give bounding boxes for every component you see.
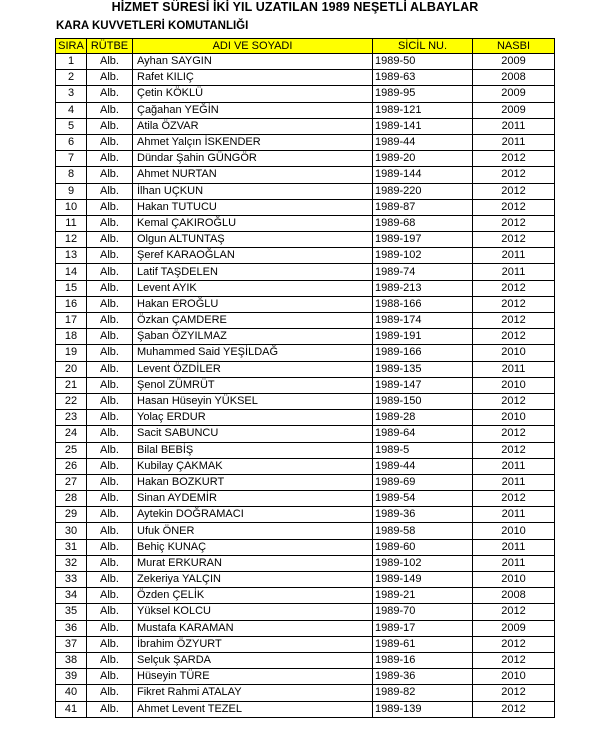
table-row	[56, 685, 555, 701]
registry-number-cell: 1988-166	[373, 296, 473, 312]
promotion-year-cell: 2009	[473, 620, 555, 636]
table-row	[56, 264, 555, 280]
registry-number-cell: 1989-213	[373, 280, 473, 296]
row-number-cell: 35	[56, 604, 87, 620]
registry-number-cell: 1989-60	[373, 539, 473, 555]
row-number-cell: 32	[56, 555, 87, 571]
promotion-year-cell: 2011	[473, 474, 555, 490]
full-name-cell: Kubilay ÇAKMAK	[133, 458, 373, 474]
row-number-cell: 20	[56, 361, 87, 377]
column-header-nasbi: NASBI	[473, 39, 555, 54]
full-name-cell: Dündar Şahin GÜNGÖR	[133, 151, 373, 167]
registry-number-cell: 1989-102	[373, 555, 473, 571]
rank-cell: Alb.	[87, 539, 133, 555]
rank-cell: Alb.	[87, 167, 133, 183]
officer-table	[55, 38, 555, 718]
registry-number-cell: 1989-135	[373, 361, 473, 377]
full-name-cell: Olgun ALTUNTAŞ	[133, 232, 373, 248]
registry-number-cell: 1989-82	[373, 685, 473, 701]
full-name-cell: Bilal BEBİŞ	[133, 442, 373, 458]
registry-number-cell: 1989-139	[373, 701, 473, 717]
registry-number-cell: 1989-5	[373, 442, 473, 458]
registry-number-cell: 1989-220	[373, 183, 473, 199]
promotion-year-cell: 2011	[473, 361, 555, 377]
registry-number-cell: 1989-149	[373, 572, 473, 588]
registry-number-cell: 1989-54	[373, 491, 473, 507]
promotion-year-cell: 2012	[473, 183, 555, 199]
table-row	[56, 474, 555, 490]
row-number-cell: 6	[56, 134, 87, 150]
table-row	[56, 507, 555, 523]
full-name-cell: Muhammed Said YEŞİLDAĞ	[133, 345, 373, 361]
row-number-cell: 12	[56, 232, 87, 248]
row-number-cell: 25	[56, 442, 87, 458]
rank-cell: Alb.	[87, 426, 133, 442]
table-row	[56, 183, 555, 199]
table-row	[56, 523, 555, 539]
table-row	[56, 215, 555, 231]
full-name-cell: Hakan TUTUCU	[133, 199, 373, 215]
row-number-cell: 16	[56, 296, 87, 312]
promotion-year-cell: 2012	[473, 393, 555, 409]
full-name-cell: Hüseyin TÜRE	[133, 669, 373, 685]
table-row	[56, 70, 555, 86]
promotion-year-cell: 2012	[473, 329, 555, 345]
promotion-year-cell: 2012	[473, 442, 555, 458]
promotion-year-cell: 2010	[473, 410, 555, 426]
table-row	[56, 199, 555, 215]
rank-cell: Alb.	[87, 701, 133, 717]
column-header-sira: SIRA	[56, 39, 87, 54]
registry-number-cell: 1989-74	[373, 264, 473, 280]
table-row	[56, 232, 555, 248]
table-row	[56, 442, 555, 458]
rank-cell: Alb.	[87, 410, 133, 426]
rank-cell: Alb.	[87, 458, 133, 474]
table-row	[56, 669, 555, 685]
column-header-sicil: SİCİL NU.	[373, 39, 473, 54]
row-number-cell: 31	[56, 539, 87, 555]
rank-cell: Alb.	[87, 377, 133, 393]
promotion-year-cell: 2011	[473, 134, 555, 150]
full-name-cell: Şenol ZÜMRÜT	[133, 377, 373, 393]
registry-number-cell: 1989-36	[373, 669, 473, 685]
promotion-year-cell: 2010	[473, 669, 555, 685]
full-name-cell: Şeref KARAOĞLAN	[133, 248, 373, 264]
promotion-year-cell: 2011	[473, 507, 555, 523]
promotion-year-cell: 2011	[473, 458, 555, 474]
promotion-year-cell: 2010	[473, 523, 555, 539]
registry-number-cell: 1989-20	[373, 151, 473, 167]
row-number-cell: 10	[56, 199, 87, 215]
promotion-year-cell: 2012	[473, 151, 555, 167]
rank-cell: Alb.	[87, 604, 133, 620]
full-name-cell: İlhan UÇKUN	[133, 183, 373, 199]
table-row	[56, 345, 555, 361]
promotion-year-cell: 2009	[473, 102, 555, 118]
table-row	[56, 426, 555, 442]
promotion-year-cell: 2011	[473, 248, 555, 264]
table-row	[56, 393, 555, 409]
rank-cell: Alb.	[87, 264, 133, 280]
promotion-year-cell: 2012	[473, 296, 555, 312]
rank-cell: Alb.	[87, 70, 133, 86]
full-name-cell: Selçuk ŞARDA	[133, 652, 373, 668]
table-row	[56, 86, 555, 102]
rank-cell: Alb.	[87, 588, 133, 604]
promotion-year-cell: 2012	[473, 426, 555, 442]
rank-cell: Alb.	[87, 620, 133, 636]
row-number-cell: 39	[56, 669, 87, 685]
row-number-cell: 8	[56, 167, 87, 183]
rank-cell: Alb.	[87, 507, 133, 523]
row-number-cell: 14	[56, 264, 87, 280]
promotion-year-cell: 2010	[473, 572, 555, 588]
promotion-year-cell: 2009	[473, 86, 555, 102]
registry-number-cell: 1989-102	[373, 248, 473, 264]
registry-number-cell: 1989-197	[373, 232, 473, 248]
full-name-cell: Murat ERKURAN	[133, 555, 373, 571]
table-row	[56, 652, 555, 668]
document-title: HİZMET SÜRESİ İKİ YIL UZATILAN 1989 NEŞETLİ ALBAYLAR	[111, 0, 479, 14]
registry-number-cell: 1989-64	[373, 426, 473, 442]
registry-number-cell: 1989-36	[373, 507, 473, 523]
row-number-cell: 41	[56, 701, 87, 717]
row-number-cell: 11	[56, 215, 87, 231]
table-row	[56, 458, 555, 474]
registry-number-cell: 1989-141	[373, 118, 473, 134]
rank-cell: Alb.	[87, 345, 133, 361]
registry-number-cell: 1989-147	[373, 377, 473, 393]
registry-number-cell: 1989-58	[373, 523, 473, 539]
promotion-year-cell: 2012	[473, 280, 555, 296]
row-number-cell: 34	[56, 588, 87, 604]
rank-cell: Alb.	[87, 280, 133, 296]
table-row	[56, 151, 555, 167]
full-name-cell: Fikret Rahmi ATALAY	[133, 685, 373, 701]
row-number-cell: 4	[56, 102, 87, 118]
table-row	[56, 54, 555, 70]
promotion-year-cell: 2008	[473, 70, 555, 86]
row-number-cell: 19	[56, 345, 87, 361]
registry-number-cell: 1989-16	[373, 652, 473, 668]
promotion-year-cell: 2010	[473, 345, 555, 361]
row-number-cell: 29	[56, 507, 87, 523]
registry-number-cell: 1989-28	[373, 410, 473, 426]
rank-cell: Alb.	[87, 313, 133, 329]
row-number-cell: 27	[56, 474, 87, 490]
registry-number-cell: 1989-61	[373, 636, 473, 652]
rank-cell: Alb.	[87, 54, 133, 70]
rank-cell: Alb.	[87, 555, 133, 571]
promotion-year-cell: 2011	[473, 539, 555, 555]
row-number-cell: 2	[56, 70, 87, 86]
row-number-cell: 9	[56, 183, 87, 199]
row-number-cell: 23	[56, 410, 87, 426]
promotion-year-cell: 2012	[473, 491, 555, 507]
promotion-year-cell: 2008	[473, 588, 555, 604]
table-row	[56, 539, 555, 555]
full-name-cell: Yolaç ERDUR	[133, 410, 373, 426]
table-row	[56, 134, 555, 150]
promotion-year-cell: 2012	[473, 167, 555, 183]
table-row	[56, 636, 555, 652]
promotion-year-cell: 2011	[473, 264, 555, 280]
full-name-cell: Aytekin DOĞRAMACI	[133, 507, 373, 523]
promotion-year-cell: 2012	[473, 313, 555, 329]
registry-number-cell: 1989-50	[373, 54, 473, 70]
rank-cell: Alb.	[87, 474, 133, 490]
registry-number-cell: 1989-144	[373, 167, 473, 183]
table-row	[56, 102, 555, 118]
promotion-year-cell: 2012	[473, 636, 555, 652]
promotion-year-cell: 2011	[473, 555, 555, 571]
full-name-cell: Levent ÖZDİLER	[133, 361, 373, 377]
table-header-row	[56, 39, 555, 54]
full-name-cell: Çetin KÖKLÜ	[133, 86, 373, 102]
row-number-cell: 18	[56, 329, 87, 345]
rank-cell: Alb.	[87, 442, 133, 458]
full-name-cell: Atila ÖZVAR	[133, 118, 373, 134]
full-name-cell: Ahmet Yalçın İSKENDER	[133, 134, 373, 150]
promotion-year-cell: 2011	[473, 118, 555, 134]
table-row	[56, 588, 555, 604]
promotion-year-cell: 2009	[473, 54, 555, 70]
rank-cell: Alb.	[87, 361, 133, 377]
full-name-cell: Ufuk ÖNER	[133, 523, 373, 539]
rank-cell: Alb.	[87, 86, 133, 102]
rank-cell: Alb.	[87, 652, 133, 668]
registry-number-cell: 1989-63	[373, 70, 473, 86]
full-name-cell: Çağahan YEĞİN	[133, 102, 373, 118]
column-header-rutbe: RÜTBE	[87, 39, 133, 54]
row-number-cell: 33	[56, 572, 87, 588]
table-body	[56, 54, 555, 718]
registry-number-cell: 1989-17	[373, 620, 473, 636]
rank-cell: Alb.	[87, 636, 133, 652]
promotion-year-cell: 2012	[473, 701, 555, 717]
full-name-cell: Yüksel KOLCU	[133, 604, 373, 620]
full-name-cell: Ahmet Levent TEZEL	[133, 701, 373, 717]
registry-number-cell: 1989-21	[373, 588, 473, 604]
registry-number-cell: 1989-121	[373, 102, 473, 118]
promotion-year-cell: 2010	[473, 377, 555, 393]
row-number-cell: 36	[56, 620, 87, 636]
full-name-cell: Hakan EROĞLU	[133, 296, 373, 312]
table-row	[56, 701, 555, 717]
row-number-cell: 24	[56, 426, 87, 442]
rank-cell: Alb.	[87, 523, 133, 539]
table-row	[56, 410, 555, 426]
table-row	[56, 280, 555, 296]
full-name-cell: İbrahim ÖZYURT	[133, 636, 373, 652]
table-row	[56, 620, 555, 636]
table-row	[56, 377, 555, 393]
registry-number-cell: 1989-68	[373, 215, 473, 231]
full-name-cell: Kemal ÇAKIROĞLU	[133, 215, 373, 231]
rank-cell: Alb.	[87, 248, 133, 264]
full-name-cell: Özkan ÇAMDERE	[133, 313, 373, 329]
rank-cell: Alb.	[87, 134, 133, 150]
full-name-cell: Behiç KUNAÇ	[133, 539, 373, 555]
rank-cell: Alb.	[87, 118, 133, 134]
table-row	[56, 491, 555, 507]
rank-cell: Alb.	[87, 296, 133, 312]
rank-cell: Alb.	[87, 491, 133, 507]
promotion-year-cell: 2012	[473, 604, 555, 620]
column-header-name: ADI VE SOYADI	[133, 39, 373, 54]
row-number-cell: 7	[56, 151, 87, 167]
rank-cell: Alb.	[87, 393, 133, 409]
full-name-cell: Ayhan SAYGIN	[133, 54, 373, 70]
full-name-cell: Şaban ÖZYILMAZ	[133, 329, 373, 345]
full-name-cell: Levent AYIK	[133, 280, 373, 296]
row-number-cell: 30	[56, 523, 87, 539]
table-row	[56, 296, 555, 312]
table-row	[56, 329, 555, 345]
row-number-cell: 40	[56, 685, 87, 701]
row-number-cell: 22	[56, 393, 87, 409]
row-number-cell: 15	[56, 280, 87, 296]
full-name-cell: Rafet KILIÇ	[133, 70, 373, 86]
registry-number-cell: 1989-150	[373, 393, 473, 409]
registry-number-cell: 1989-44	[373, 134, 473, 150]
row-number-cell: 17	[56, 313, 87, 329]
table-row	[56, 361, 555, 377]
table-row	[56, 248, 555, 264]
registry-number-cell: 1989-191	[373, 329, 473, 345]
row-number-cell: 37	[56, 636, 87, 652]
registry-number-cell: 1989-174	[373, 313, 473, 329]
registry-number-cell: 1989-70	[373, 604, 473, 620]
rank-cell: Alb.	[87, 232, 133, 248]
row-number-cell: 1	[56, 54, 87, 70]
rank-cell: Alb.	[87, 669, 133, 685]
full-name-cell: Özden ÇELİK	[133, 588, 373, 604]
full-name-cell: Zekeriya YALÇIN	[133, 572, 373, 588]
row-number-cell: 38	[56, 652, 87, 668]
promotion-year-cell: 2012	[473, 215, 555, 231]
full-name-cell: Sacit SABUNCU	[133, 426, 373, 442]
registry-number-cell: 1989-69	[373, 474, 473, 490]
rank-cell: Alb.	[87, 183, 133, 199]
row-number-cell: 21	[56, 377, 87, 393]
table-row	[56, 118, 555, 134]
full-name-cell: Ahmet NURTAN	[133, 167, 373, 183]
promotion-year-cell: 2012	[473, 232, 555, 248]
rank-cell: Alb.	[87, 199, 133, 215]
registry-number-cell: 1989-166	[373, 345, 473, 361]
rank-cell: Alb.	[87, 685, 133, 701]
row-number-cell: 3	[56, 86, 87, 102]
promotion-year-cell: 2012	[473, 652, 555, 668]
registry-number-cell: 1989-87	[373, 199, 473, 215]
organization-subtitle: KARA KUVVETLERİ KOMUTANLIĞI	[56, 20, 249, 32]
rank-cell: Alb.	[87, 572, 133, 588]
table-row	[56, 167, 555, 183]
registry-number-cell: 1989-44	[373, 458, 473, 474]
table-row	[56, 313, 555, 329]
row-number-cell: 26	[56, 458, 87, 474]
rank-cell: Alb.	[87, 329, 133, 345]
row-number-cell: 13	[56, 248, 87, 264]
full-name-cell: Mustafa KARAMAN	[133, 620, 373, 636]
table-row	[56, 572, 555, 588]
full-name-cell: Latif TAŞDELEN	[133, 264, 373, 280]
full-name-cell: Hakan BOZKURT	[133, 474, 373, 490]
rank-cell: Alb.	[87, 215, 133, 231]
promotion-year-cell: 2012	[473, 199, 555, 215]
rank-cell: Alb.	[87, 102, 133, 118]
full-name-cell: Sinan AYDEMİR	[133, 491, 373, 507]
table-row	[56, 555, 555, 571]
promotion-year-cell: 2012	[473, 685, 555, 701]
row-number-cell: 28	[56, 491, 87, 507]
row-number-cell: 5	[56, 118, 87, 134]
registry-number-cell: 1989-95	[373, 86, 473, 102]
table-row	[56, 604, 555, 620]
full-name-cell: Hasan Hüseyin YÜKSEL	[133, 393, 373, 409]
rank-cell: Alb.	[87, 151, 133, 167]
